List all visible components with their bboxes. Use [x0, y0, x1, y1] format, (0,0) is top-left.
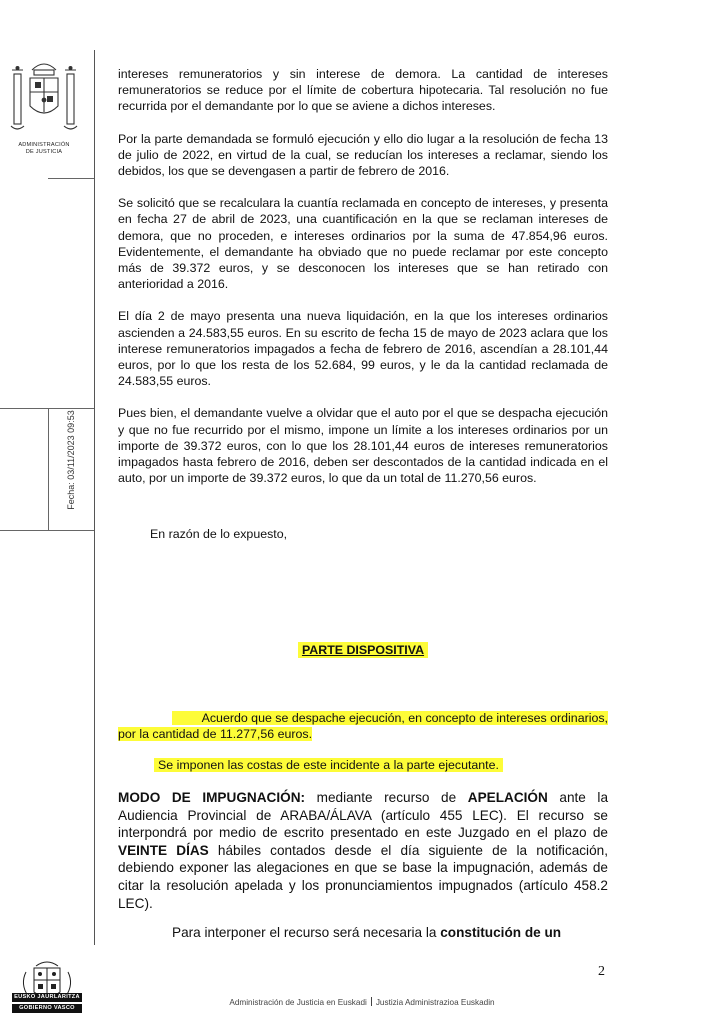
sidebar-vertical-rule — [94, 50, 95, 945]
spanish-coat-of-arms-icon — [8, 56, 80, 138]
recurso-text: Para interponer el recurso será necesaria la — [172, 925, 441, 940]
paragraph-5: Pues bien, el demandante vuelve a olvidar que el auto por el que se despacha ejecución y que no fue recurrido por el mismo, impone un límite a los intereses ordinarios por un importe de 39.372 euros, con lo que los 28.101,44 euros de intereses remuneratorios impagados hasta febrero de 2016, deben ser descontados de la cantidad indicada en el auto, por un importe de 39.372 euros, lo que da un total de 11.270,56 euros. — [118, 406, 608, 486]
sidebar-divider — [48, 408, 49, 530]
sidebar-divider — [0, 530, 48, 531]
sidebar-divider — [0, 408, 48, 409]
order-1 — [118, 710, 608, 742]
apelacion-word: APELACIÓN — [467, 790, 548, 805]
paragraph-en-razon: En razón de lo expuesto, — [150, 527, 288, 542]
sidebar-divider — [48, 408, 94, 409]
paragraph-3: Se solicitó que se recalculara la cuantía reclamada en concepto de intereses, y presenta en fecha 27 de abril de 2023, una cuantificación en la que se reclaman intereses de demora, que no proceden, e intereses ordinarios por la suma de 47.854,96 euros. Evidentemente, el demandante ha obviado que no puede reclamar por este concepto más de 39.372 euros, y se desconocen los intereses que se han retirado con anterioridad a 2016. — [118, 196, 608, 292]
recurso-bold-text: constitución de un — [440, 925, 562, 940]
dispositiva-heading: PARTE DISPOSITIVA — [298, 642, 428, 658]
footer-left: Administración de Justicia en Euskadi — [229, 998, 367, 1007]
impugnacion-text-3: hábiles contados desde el día siguiente de la notificación, debiendo exponer las alegaciones en que se base la impugnación, además de citar la resolución apelada y los pronunciamientos impugnados (artículo 458.2 LEC). — [118, 842, 608, 911]
page-footer — [0, 997, 724, 1007]
footer-right: Justizia Administrazioa Euskadin — [375, 998, 495, 1007]
page-number: 2 — [598, 964, 605, 979]
footer-separator — [371, 997, 372, 1006]
order-1-line1: Acuerdo que se despache ejecución, en concepto de intereses ordinarios, — [172, 711, 608, 725]
order-2 — [118, 757, 608, 773]
recurso-paragraph — [118, 924, 608, 942]
modo-impugnacion-paragraph — [118, 789, 608, 912]
paragraph-2: Por la parte demandada se formuló ejecución y ello dio lugar a la resolución de fecha 13 de julio de 2022, en virtud de la cual, se reducían los intereses a reclamar, siendo los debidos, los que se devengasen a partir de febrero de 2016. — [118, 131, 608, 179]
administracion-justicia-label — [5, 142, 83, 156]
impugnacion-text-1: mediante recurso de — [305, 790, 468, 805]
admin-label-line1: ADMINISTRACIÓN — [18, 142, 70, 148]
fecha-stamp: Fecha: 03/11/2023 09:53 — [66, 410, 76, 510]
admin-label-line2: DE JUSTICIA — [25, 149, 63, 155]
sidebar-divider — [48, 178, 94, 179]
gv-label-line1: EUSKO JAURLARITZA — [12, 993, 82, 1002]
order-1-line2: por la cantidad de 11.277,56 euros. — [118, 727, 313, 741]
sidebar-divider — [48, 530, 94, 531]
document-body — [118, 66, 608, 543]
order-2-text: Se imponen las costas de este incidente a la parte ejecutante. — [154, 758, 503, 772]
dispositiva-heading-wrapper — [118, 641, 608, 659]
impugnacion-text-2: ante la Audiencia Provincial de ARABA/ÁLAVA (artículo 455 LEC). El recurso se interpondrá por medio de escrito presentado en este Juzgado en el plazo de — [118, 790, 609, 841]
paragraph-1: intereses remuneratorios y sin interese de demora. La cantidad de intereses remuneratorios se reduce por el límite de cobertura hipotecaria. Tal resolución no fue recurrida por el demandante por lo que se aviene a dichos intereses. — [118, 67, 608, 114]
gv-label-line2: GOBIERNO VASCO — [12, 1004, 82, 1013]
paragraph-4: El día 2 de mayo presenta una nueva liquidación, en la que los intereses ordinarios ascienden a 24.583,55 euros. En su escrito de fecha 15 de mayo de 2023 aclara que los interese remuneratorios impagados a fecha de febrero de 2016, ascendían a 28.101,44 euros, por lo que los resta de los 52.684, 99 euros, y le da la cantidad reclamada de 24.583,55 euros. — [118, 309, 608, 389]
veinte-dias-word: VEINTE DÍAS — [118, 842, 209, 858]
impugnacion-label: MODO DE IMPUGNACIÓN: — [118, 790, 306, 805]
left-margin-sidebar — [0, 0, 95, 1024]
